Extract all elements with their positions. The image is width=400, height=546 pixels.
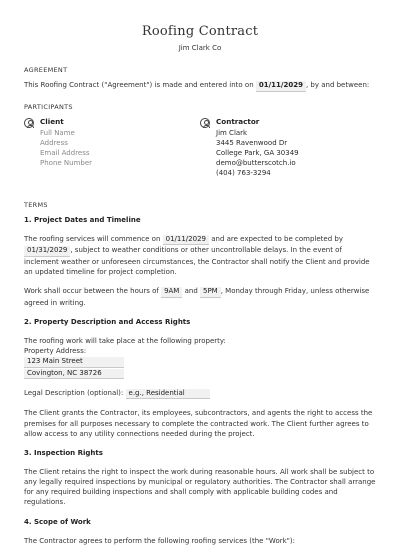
section-2-intro: The roofing work will take place at the following property: xyxy=(24,336,226,345)
contractor-name: Jim Clark xyxy=(216,128,248,137)
contractor-block xyxy=(200,117,376,178)
section-3-paragraph: The Client retains the right to inspect the work during reasonable hours. All work shall be subject to any legally required inspections by municipal or regulatory authorities. The Contractor shall arrange for any required building inspections and shall comply with applicable building codes and regulations. xyxy=(24,468,376,507)
agreement-text xyxy=(24,80,376,91)
property-street-field[interactable]: 123 Main Street xyxy=(24,357,124,367)
contractor-city: College Park, GA 30349 xyxy=(216,148,299,157)
agreement-text-after: , by and between: xyxy=(305,81,370,90)
client-address-field[interactable]: Address xyxy=(40,138,68,147)
agreement-section xyxy=(24,66,376,92)
property-city-field[interactable]: Covington, NC 38726 xyxy=(24,369,124,379)
contractor-street: 3445 Ravenwood Dr xyxy=(216,138,288,147)
s1-text-c: , subject to weather conditions or other uncontrollable delays. In the event of inclement weather or unforeseen circumstances, the Contractor shall notify the Client and provide an updated timeline for project completion. xyxy=(24,246,370,276)
s1-hours-text-a: Work shall occur between the hours of xyxy=(24,287,159,296)
agreement-text-before: This Roofing Contract ("Agreement") is made and entered into on xyxy=(24,81,254,90)
legal-description-row xyxy=(24,388,376,399)
contractor-person-icon xyxy=(200,118,210,128)
client-email-field[interactable]: Email Address xyxy=(40,148,90,157)
client-full-name-field[interactable]: Full Name xyxy=(40,128,75,137)
participants-heading: PARTICIPANTS xyxy=(24,102,73,111)
section-1-paragraph-2 xyxy=(24,286,376,308)
section-1-paragraph-1 xyxy=(24,234,376,277)
section-2-access-paragraph: The Client grants the Contractor, its employees, subcontractors, and agents the right to access the premises for all purposes necessary to complete the contracted work. The Client further agrees to allow access to any utility connections needed during the project. xyxy=(24,409,373,438)
client-block xyxy=(24,117,200,178)
terms-section xyxy=(24,201,376,545)
client-person-icon xyxy=(24,118,34,128)
contractor-title: Contractor xyxy=(216,117,260,127)
section-4-paragraph: The Contractor agrees to perform the following roofing services (the "Work"): xyxy=(24,536,295,545)
start-date-field[interactable]: 01/11/2029 xyxy=(163,235,209,245)
property-address-label: Property Address: xyxy=(24,346,87,355)
section-3-title: 3. Inspection Rights xyxy=(24,448,103,457)
legal-description-label: Legal Description (optional): xyxy=(24,389,124,397)
s1-hours-text-b: , Monday through Friday, unless otherwise agreed in writing. xyxy=(24,287,370,307)
contractor-phone: (404) 763-3294 xyxy=(216,169,271,178)
contractor-email: demo@butterscotch.io xyxy=(216,159,296,168)
terms-heading: TERMS xyxy=(24,201,48,210)
s1-hours-and: and xyxy=(184,287,198,296)
end-date-field[interactable]: 01/31/2029 xyxy=(24,246,70,256)
client-title: Client xyxy=(40,117,64,127)
company-name: Jim Clark Co xyxy=(178,43,222,52)
s1-text-b: and are expected to be completed by xyxy=(211,234,343,243)
client-phone-field[interactable]: Phone Number xyxy=(40,159,93,168)
document-title: Roofing Contract xyxy=(141,24,259,39)
agreement-date-field[interactable]: 01/11/2029 xyxy=(256,81,306,91)
agreement-heading: AGREEMENT xyxy=(24,65,68,74)
start-hour-field[interactable]: 9AM xyxy=(161,287,182,297)
end-hour-field[interactable]: 5PM xyxy=(200,287,221,297)
section-2-title: 2. Property Description and Access Rights xyxy=(24,317,191,326)
participants-section xyxy=(24,103,376,179)
section-1-title: 1. Project Dates and Timeline xyxy=(24,215,141,224)
s1-text-a: The roofing services will commence on xyxy=(24,234,161,243)
section-4-title: 4. Scope of Work xyxy=(24,517,91,526)
parties-row xyxy=(24,117,376,178)
legal-description-field[interactable]: e.g., Residential xyxy=(126,389,210,399)
